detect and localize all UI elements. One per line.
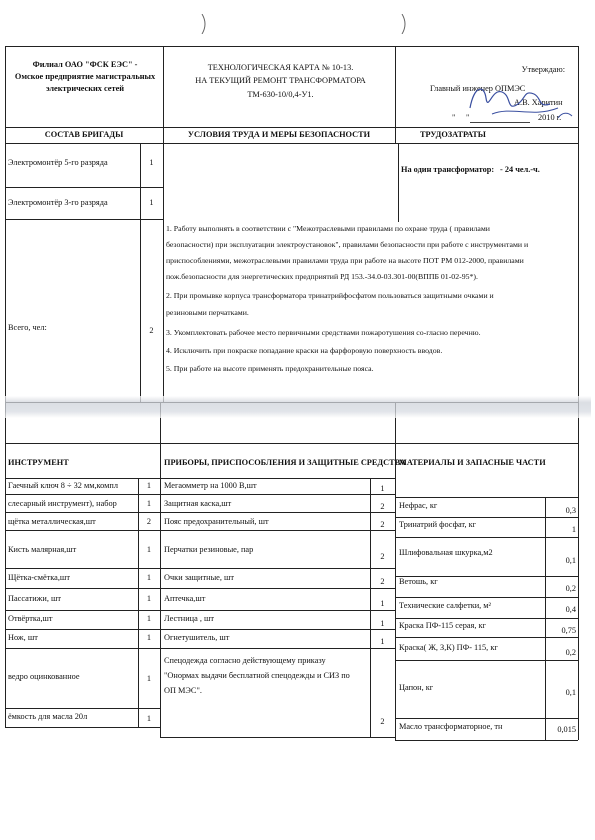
rule bbox=[5, 530, 160, 531]
org-line-3: электрических сетей bbox=[45, 84, 125, 93]
rule bbox=[5, 494, 160, 495]
tool-name: Щётка-смётка,шт bbox=[8, 573, 70, 582]
rule bbox=[140, 143, 141, 402]
device-count: 2 bbox=[380, 552, 385, 561]
rule bbox=[160, 512, 395, 513]
approve-position: Главный инженер ОПМЭС bbox=[430, 84, 526, 93]
scan-artifact-band bbox=[5, 396, 591, 418]
material-value: 0,75 bbox=[561, 626, 576, 635]
org-line-1: Филиал ОАО "ФСК ЕЭС" - bbox=[32, 60, 138, 69]
rule bbox=[163, 46, 164, 403]
tool-name: Нож, шт bbox=[8, 633, 38, 642]
title-line-3: ТМ-630-10/0,4-У1. bbox=[247, 90, 314, 99]
tool-count: 2 bbox=[146, 517, 152, 526]
rule bbox=[395, 497, 578, 498]
tool-count: 1 bbox=[146, 614, 152, 623]
tool-count: 1 bbox=[146, 674, 152, 683]
material-name: Шлифовальная шкурка,м2 bbox=[399, 548, 493, 557]
title-line-2: НА ТЕКУЩИЙ РЕМОНТ ТРАНСФОРМАТОРА bbox=[195, 76, 366, 85]
tool-count: 1 bbox=[146, 714, 152, 723]
devices-header: ПРИБОРЫ, ПРИСПОСОБЛЕНИЯ И ЗАЩИТНЫЕ СРЕДСТВА bbox=[164, 458, 406, 467]
tool-count: 1 bbox=[146, 499, 152, 508]
approve-name: А.В. Харитин bbox=[514, 98, 563, 107]
material-name: Нефрас, кг bbox=[399, 501, 438, 510]
rule bbox=[5, 708, 160, 709]
device-count: 2 bbox=[380, 577, 385, 586]
safety-header: УСЛОВИЯ ТРУДА И МЕРЫ БЕЗОПАСНОСТИ bbox=[187, 130, 371, 139]
tool-count: 1 bbox=[146, 481, 152, 490]
tool-count: 1 bbox=[146, 633, 152, 642]
device-count: 2 bbox=[380, 717, 385, 726]
material-value: 0,2 bbox=[565, 584, 576, 593]
tool-count: 1 bbox=[146, 594, 152, 603]
signature-image bbox=[462, 78, 582, 124]
rule bbox=[578, 46, 579, 740]
device-name: Лестница , шт bbox=[164, 614, 215, 623]
rule bbox=[5, 46, 578, 47]
rule bbox=[395, 46, 396, 143]
tool-name: слесарный инструмент), набор bbox=[8, 499, 117, 508]
material-name: Цапон, кг bbox=[399, 683, 434, 692]
device-name: Защитная каска,шт bbox=[164, 499, 232, 508]
tool-name: Гаечный ключ 8 ÷ 32 мм,компл bbox=[8, 481, 118, 490]
rule bbox=[160, 568, 395, 569]
brigade-count: 1 bbox=[149, 198, 154, 207]
materials-header: МАТЕРИАЛЫ И ЗАПАСНЫЕ ЧАСТИ bbox=[399, 458, 546, 467]
safety-line: 3. Укомплектовать рабочее место первичными средствами пожаротушения со-гласно перечню. bbox=[166, 328, 481, 337]
device-name-line: Спецодежда согласно действующему приказу bbox=[164, 656, 326, 665]
rule bbox=[395, 402, 396, 740]
safety-line: 2. При промывке корпуса трансформатора тринатрийфосфатом пользоваться защитными очками и bbox=[166, 291, 494, 300]
material-name: Технические салфетки, м² bbox=[399, 601, 492, 610]
material-name: Ветошь, кг bbox=[399, 577, 438, 586]
device-name: Перчатки резиновые, пар bbox=[164, 545, 254, 554]
org-line-2: Омское предприятие магистральных bbox=[14, 72, 156, 81]
rule bbox=[395, 517, 578, 518]
brigade-header: СОСТАВ БРИГАДЫ bbox=[44, 130, 124, 139]
brigade-count: 1 bbox=[149, 158, 154, 167]
rule bbox=[395, 637, 578, 638]
material-value: 0,1 bbox=[565, 556, 576, 565]
rule bbox=[395, 537, 578, 538]
device-name: Очки защитные, шт bbox=[164, 573, 234, 582]
rule bbox=[160, 737, 395, 738]
material-name: Масло трансформаторное, тн bbox=[399, 722, 503, 731]
safety-line: 4. Исключить при покраске попадание краски на фарфоровую поверхность вводов. bbox=[166, 346, 443, 355]
material-value: 0,2 bbox=[565, 648, 576, 657]
tool-name: ёмкость для масла 20л bbox=[8, 712, 88, 721]
tool-count: 1 bbox=[146, 573, 152, 582]
rule bbox=[5, 629, 160, 630]
tool-name: Пассатижи, шт bbox=[8, 594, 62, 603]
rule bbox=[5, 143, 578, 144]
rule bbox=[5, 443, 578, 444]
rule bbox=[160, 478, 395, 479]
material-name: Краска ПФ-115 серая, кг bbox=[399, 621, 486, 630]
device-name: Мегаомметр на 1000 В,шт bbox=[164, 481, 257, 490]
rule bbox=[5, 568, 160, 569]
tool-count: 1 bbox=[146, 545, 152, 554]
material-name: Краска( Ж, З,К) ПФ- 115, кг bbox=[399, 643, 498, 652]
labor-header: ТРУДОЗАТРАТЫ bbox=[420, 130, 486, 139]
brigade-total-count: 2 bbox=[149, 326, 154, 335]
approve-date-open-quote: " bbox=[452, 113, 456, 122]
approve-label: Утверждаю: bbox=[521, 65, 565, 74]
device-name: Пояс предохранительный, шт bbox=[164, 517, 269, 526]
rule bbox=[395, 618, 578, 619]
safety-line: резиновыми перчатками. bbox=[166, 308, 249, 317]
rule bbox=[160, 530, 395, 531]
material-value: 0,3 bbox=[565, 506, 576, 515]
rule bbox=[160, 629, 395, 630]
rule bbox=[5, 478, 160, 479]
fold-mark-left bbox=[200, 14, 210, 34]
rule bbox=[5, 727, 160, 728]
title-line-1: ТЕХНОЛОГИЧЕСКАЯ КАРТА № 10-13. bbox=[207, 63, 354, 72]
device-count: 1 bbox=[380, 619, 385, 628]
rule bbox=[160, 610, 395, 611]
device-count: 2 bbox=[380, 502, 385, 511]
material-value: 0,1 bbox=[565, 688, 576, 697]
tool-name: ведро оцинкованное bbox=[8, 672, 80, 681]
fold-mark-right bbox=[400, 14, 410, 34]
labor-value: - 24 чел.-ч. bbox=[500, 165, 540, 174]
rule bbox=[5, 610, 160, 611]
rule bbox=[395, 740, 578, 741]
rule bbox=[398, 143, 399, 222]
safety-line: 5. При работе на высоте применять предохранительные пояса. bbox=[166, 364, 374, 373]
rule bbox=[160, 648, 395, 649]
rule bbox=[395, 597, 578, 598]
material-name: Тринатрий фосфат, кг bbox=[399, 520, 477, 529]
tool-name: Кисть малярная,шт bbox=[8, 545, 77, 554]
material-value: 1 bbox=[571, 525, 576, 534]
material-value: 0,015 bbox=[557, 725, 576, 734]
labor-label: На один трансформатор: bbox=[401, 165, 495, 174]
rule bbox=[160, 494, 395, 495]
rule bbox=[160, 588, 395, 589]
brigade-total-label: Всего, чел: bbox=[8, 323, 47, 332]
safety-line: безопасности) при эксплуатации электроустановок", правилами безопасности при работе с инструментами и bbox=[166, 240, 529, 249]
safety-line: пож.безопасности для энергетических предприятий РД 153.-34.0-03.301-00(ВППБ 01-02-95*). bbox=[166, 272, 478, 281]
device-count: 1 bbox=[380, 484, 385, 493]
approve-year: 2010 г. bbox=[538, 113, 562, 122]
tool-name: Отвёртка,шт bbox=[8, 614, 53, 623]
material-value: 0,4 bbox=[565, 605, 576, 614]
device-count: 1 bbox=[380, 599, 385, 608]
brigade-role: Электромонтёр 5-го разряда bbox=[8, 158, 108, 167]
safety-line: 1. Работу выполнять в соответствии с "Межотраслевыми правилами по охране труда ( правилами bbox=[166, 224, 490, 233]
rule bbox=[395, 660, 578, 661]
rule bbox=[5, 648, 160, 649]
rule bbox=[5, 127, 578, 128]
rule bbox=[5, 588, 160, 589]
device-name-line: ОП МЭС". bbox=[164, 686, 202, 695]
tool-name: щётка металлическая,шт bbox=[8, 517, 96, 526]
brigade-role: Электромонтёр 3-го разряда bbox=[8, 198, 108, 207]
device-name: Огнетушитель, шт bbox=[164, 633, 230, 642]
approve-date-close-quote: " bbox=[466, 113, 470, 122]
tools-header: ИНСТРУМЕНТ bbox=[8, 458, 69, 467]
device-count: 1 bbox=[380, 637, 385, 646]
rule bbox=[160, 402, 161, 737]
device-name-line: "Онормах выдачи бесплатной спецодежды и СИЗ по bbox=[164, 671, 350, 680]
safety-line: приспособлениями, межотраслевыми правилами труда при работе на высоте ПОТ РМ 012-2000, правилами bbox=[166, 256, 524, 265]
rule bbox=[5, 46, 6, 727]
device-count: 2 bbox=[380, 520, 385, 529]
rule bbox=[5, 512, 160, 513]
device-name: Аптечка,шт bbox=[164, 594, 206, 603]
rule bbox=[395, 718, 578, 719]
